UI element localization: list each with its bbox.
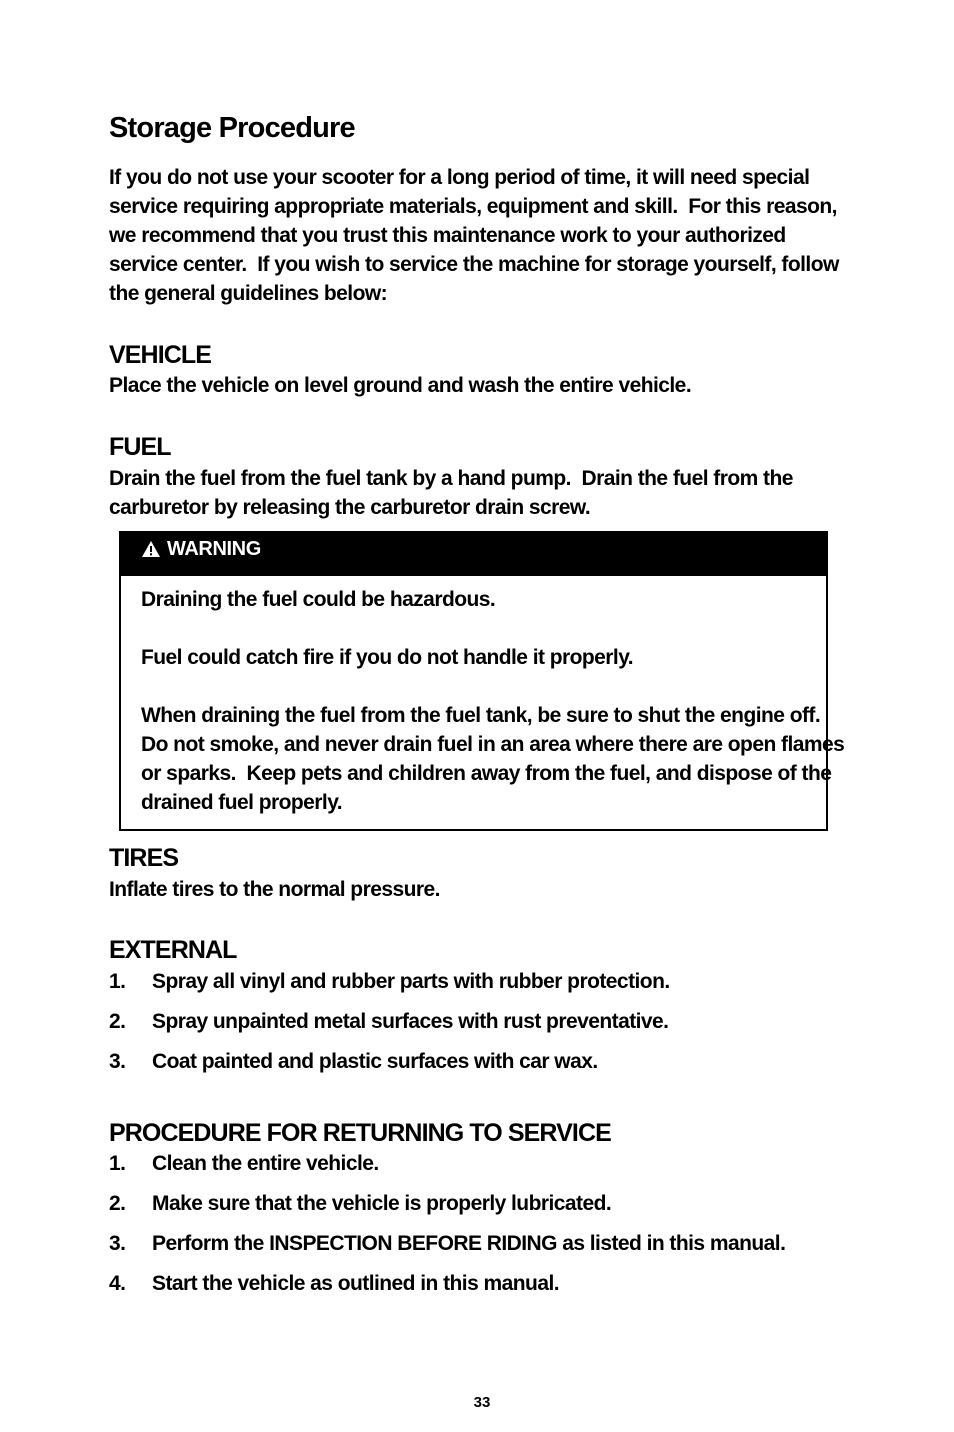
warning-triangle-icon: [142, 541, 160, 557]
returning-heading: PROCEDURE FOR RETURNING TO SERVICE: [109, 1119, 611, 1147]
list-text: Start the vehicle as outlined in this manual.: [152, 1272, 560, 1295]
warning-line: Do not smoke, and never drain fuel in an area where there are open flames: [141, 733, 845, 756]
warning-label: WARNING: [167, 538, 261, 560]
page-title: Storage Procedure: [109, 112, 355, 144]
intro-line: we recommend that you trust this maintenance work to your authorized: [109, 224, 786, 247]
intro-line: service center. If you wish to service the machine for storage yourself, follow: [109, 253, 839, 276]
list-number: 2.: [109, 1192, 126, 1215]
warning-paragraph: [141, 701, 844, 817]
list-text: Coat painted and plastic surfaces with car wax.: [152, 1050, 598, 1073]
list-text: Perform the INSPECTION BEFORE RIDING as listed in this manual.: [152, 1232, 786, 1255]
warning-header: [121, 533, 826, 576]
list-number: 3.: [109, 1232, 126, 1255]
list-item: [109, 967, 869, 1007]
list-text: Spray unpainted metal surfaces with rust preventative.: [152, 1010, 669, 1033]
list-text: Spray all vinyl and rubber parts with rubber protection.: [152, 970, 670, 993]
warning-line: Fuel could catch fire if you do not handle it properly.: [141, 646, 634, 669]
fuel-heading: FUEL: [109, 433, 171, 461]
list-text: Make sure that the vehicle is properly lubricated.: [152, 1192, 612, 1215]
intro-line: If you do not use your scooter for a long period of time, it will need special: [109, 166, 810, 189]
vehicle-text: Place the vehicle on level ground and wash the entire vehicle.: [109, 374, 692, 397]
external-heading: EXTERNAL: [109, 936, 237, 964]
list-item: [109, 1007, 869, 1047]
warning-line: or sparks. Keep pets and children away from the fuel, and dispose of the: [141, 762, 832, 785]
tires-heading: TIRES: [109, 844, 179, 872]
intro-line: the general guidelines below:: [109, 282, 388, 305]
list-number: 4.: [109, 1272, 126, 1295]
warning-paragraph: [141, 585, 495, 614]
fuel-paragraph: [109, 464, 793, 522]
intro-paragraph: [109, 163, 839, 308]
warning-line: Draining the fuel could be hazardous.: [141, 588, 496, 611]
page-number: 33: [473, 1394, 491, 1411]
tires-text: Inflate tires to the normal pressure.: [109, 878, 440, 901]
warning-paragraph: [141, 643, 633, 672]
warning-line: When draining the fuel from the fuel tank, be sure to shut the engine off.: [141, 704, 821, 727]
list-item: [109, 1229, 869, 1269]
warning-line: drained fuel properly.: [141, 791, 343, 814]
intro-line: service requiring appropriate materials, equipment and skill. For this reason,: [109, 195, 837, 218]
list-item: [109, 1269, 869, 1309]
external-list: [109, 967, 869, 1087]
list-number: 1.: [109, 970, 126, 993]
list-number: 3.: [109, 1050, 126, 1073]
warning-box: [119, 531, 845, 831]
fuel-line: Drain the fuel from the fuel tank by a hand pump. Drain the fuel from the: [109, 467, 793, 490]
returning-list: [109, 1149, 869, 1309]
list-item: [109, 1189, 869, 1229]
list-number: 1.: [109, 1152, 126, 1175]
list-number: 2.: [109, 1010, 126, 1033]
list-item: [109, 1149, 869, 1189]
vehicle-heading: VEHICLE: [109, 341, 212, 369]
fuel-line: carburetor by releasing the carburetor drain screw.: [109, 496, 591, 519]
list-text: Clean the entire vehicle.: [152, 1152, 379, 1175]
list-item: [109, 1047, 869, 1087]
